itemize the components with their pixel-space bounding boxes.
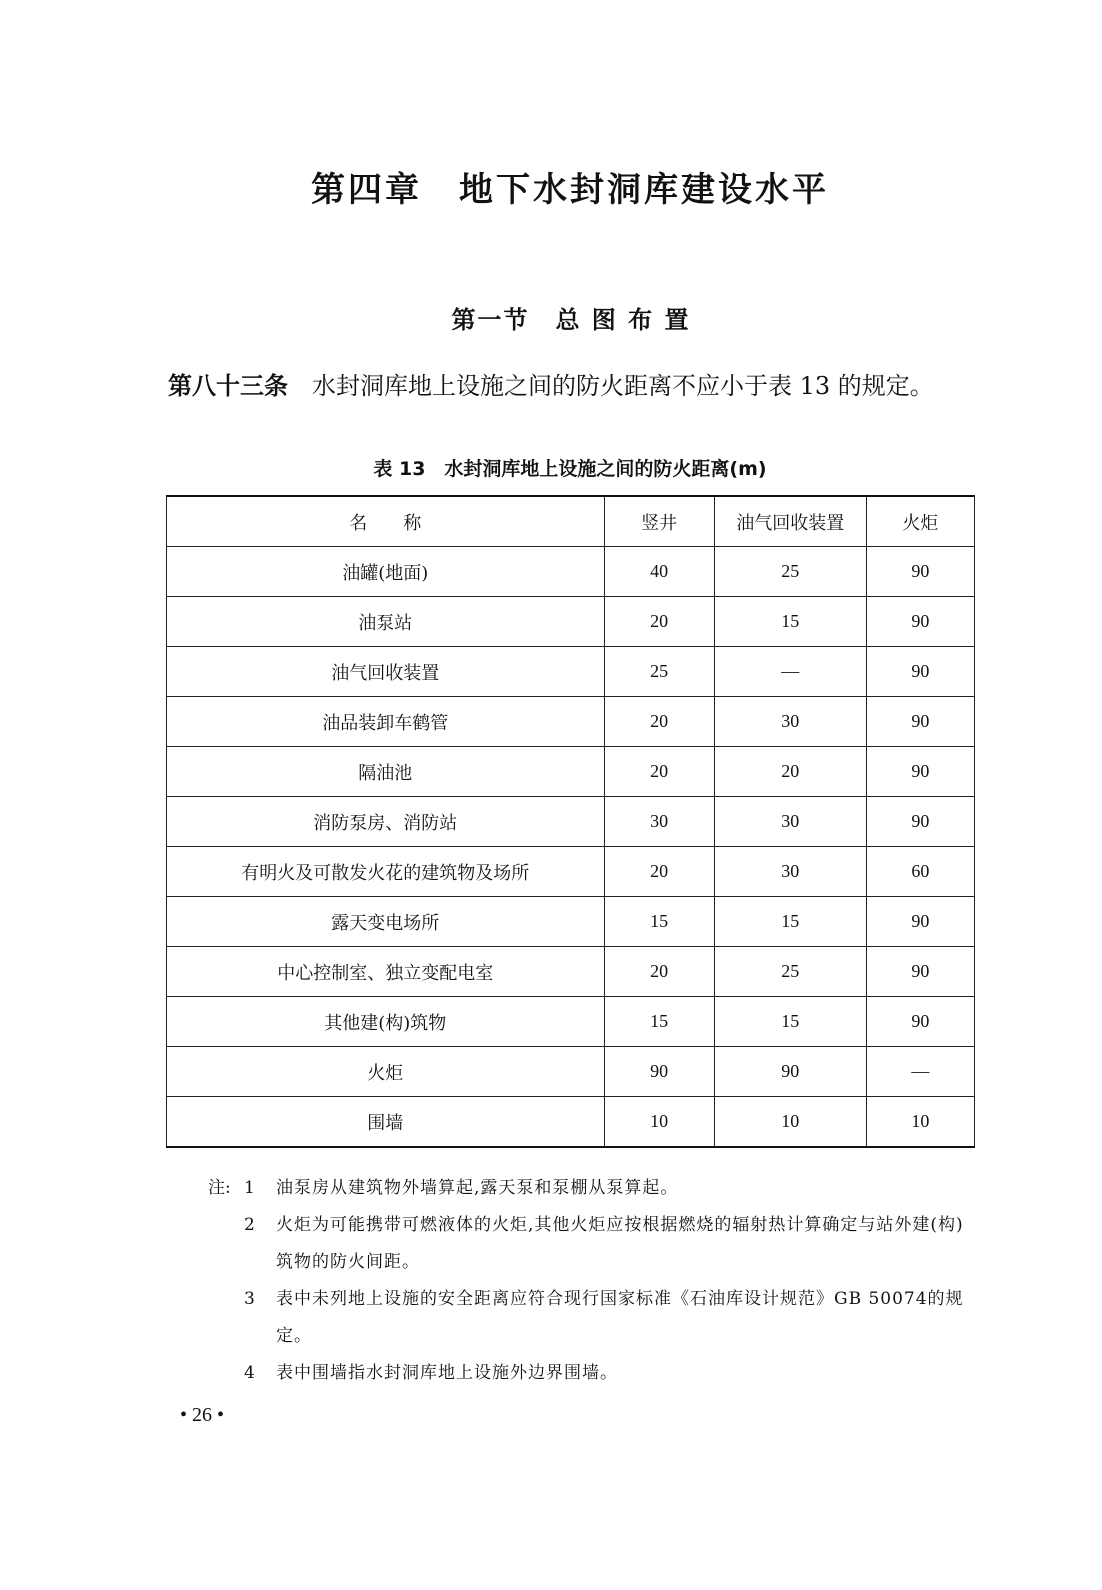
cell-flare: 90 [866, 597, 974, 647]
note-item [208, 1170, 978, 1207]
note-text: 表中未列地上设施的安全距离应符合现行国家标准《石油库设计规范》GB 50074的规定。 [276, 1289, 964, 1346]
table-row [167, 947, 975, 997]
header-recovery: 油气回收装置 [714, 496, 866, 547]
note-number: 1 [244, 1178, 255, 1198]
table-row [167, 597, 975, 647]
cell-recovery: 15 [714, 897, 866, 947]
table-notes [208, 1170, 978, 1392]
page-number: • 26 • [180, 1404, 225, 1426]
cell-name: 火炬 [167, 1047, 605, 1097]
cell-flare: 90 [866, 747, 974, 797]
table-row [167, 1097, 975, 1148]
cell-recovery: 25 [714, 947, 866, 997]
cell-recovery: — [714, 647, 866, 697]
cell-flare: — [866, 1047, 974, 1097]
cell-recovery: 20 [714, 747, 866, 797]
cell-recovery: 30 [714, 697, 866, 747]
cell-name: 有明火及可散发火花的建筑物及场所 [167, 847, 605, 897]
note-text: 火炬为可能携带可燃液体的火炬,其他火炬应按根据燃烧的辐射热计算确定与站外建(构)筑物的防火间距。 [276, 1215, 964, 1272]
header-shaft: 竖井 [604, 496, 714, 547]
table-row [167, 747, 975, 797]
note-number: 2 [244, 1215, 255, 1235]
header-flare: 火炬 [866, 496, 974, 547]
note-text: 油泵房从建筑物外墙算起,露天泵和泵棚从泵算起。 [276, 1178, 679, 1198]
cell-flare: 90 [866, 897, 974, 947]
cell-name: 中心控制室、独立变配电室 [167, 947, 605, 997]
cell-flare: 60 [866, 847, 974, 897]
cell-recovery: 30 [714, 847, 866, 897]
table-caption: 表 13 水封洞库地上设施之间的防火距离(m) [373, 458, 767, 480]
cell-flare: 90 [866, 647, 974, 697]
cell-recovery: 10 [714, 1097, 866, 1148]
cell-shaft: 15 [604, 997, 714, 1047]
cell-flare: 90 [866, 547, 974, 597]
note-number: 4 [244, 1363, 255, 1383]
cell-flare: 90 [866, 797, 974, 847]
table-row [167, 847, 975, 897]
cell-shaft: 20 [604, 597, 714, 647]
table-row [167, 997, 975, 1047]
article-83 [168, 364, 980, 409]
table-row [167, 547, 975, 597]
cell-name: 其他建(构)筑物 [167, 997, 605, 1047]
cell-shaft: 40 [604, 547, 714, 597]
cell-shaft: 30 [604, 797, 714, 847]
header-name: 名 称 [167, 496, 605, 547]
chapter-title: 第四章 地下水封洞库建设水平 [311, 170, 829, 210]
cell-shaft: 20 [604, 697, 714, 747]
fire-distance-table [166, 495, 975, 1148]
cell-shaft: 90 [604, 1047, 714, 1097]
cell-name: 油罐(地面) [167, 547, 605, 597]
table-header-row [167, 496, 975, 547]
note-text: 表中围墙指水封洞库地上设施外边界围墙。 [276, 1363, 618, 1383]
table-row [167, 797, 975, 847]
cell-name: 露天变电场所 [167, 897, 605, 947]
cell-shaft: 25 [604, 647, 714, 697]
table-row [167, 897, 975, 947]
note-number: 3 [244, 1289, 255, 1309]
cell-name: 隔油池 [167, 747, 605, 797]
cell-shaft: 20 [604, 747, 714, 797]
cell-name: 油泵站 [167, 597, 605, 647]
cell-shaft: 15 [604, 897, 714, 947]
cell-recovery: 25 [714, 547, 866, 597]
cell-shaft: 20 [604, 947, 714, 997]
cell-recovery: 15 [714, 997, 866, 1047]
note-item [208, 1207, 978, 1281]
cell-name: 油品装卸车鹤管 [167, 697, 605, 747]
cell-shaft: 20 [604, 847, 714, 897]
cell-flare: 90 [866, 697, 974, 747]
cell-name: 围墙 [167, 1097, 605, 1148]
cell-recovery: 90 [714, 1047, 866, 1097]
cell-name: 消防泵房、消防站 [167, 797, 605, 847]
notes-label: 注: [208, 1178, 231, 1198]
cell-flare: 10 [866, 1097, 974, 1148]
note-item [208, 1355, 978, 1392]
table-row [167, 647, 975, 697]
section-title: 第一节 总 图 布 置 [451, 306, 691, 334]
cell-recovery: 15 [714, 597, 866, 647]
note-item [208, 1281, 978, 1355]
cell-recovery: 30 [714, 797, 866, 847]
article-text: 水封洞库地上设施之间的防火距离不应小于表 13 的规定。 [312, 372, 934, 400]
table-row [167, 697, 975, 747]
cell-name: 油气回收装置 [167, 647, 605, 697]
cell-flare: 90 [866, 947, 974, 997]
table-row [167, 1047, 975, 1097]
cell-flare: 90 [866, 997, 974, 1047]
cell-shaft: 10 [604, 1097, 714, 1148]
article-number: 第八十三条 [168, 372, 288, 400]
